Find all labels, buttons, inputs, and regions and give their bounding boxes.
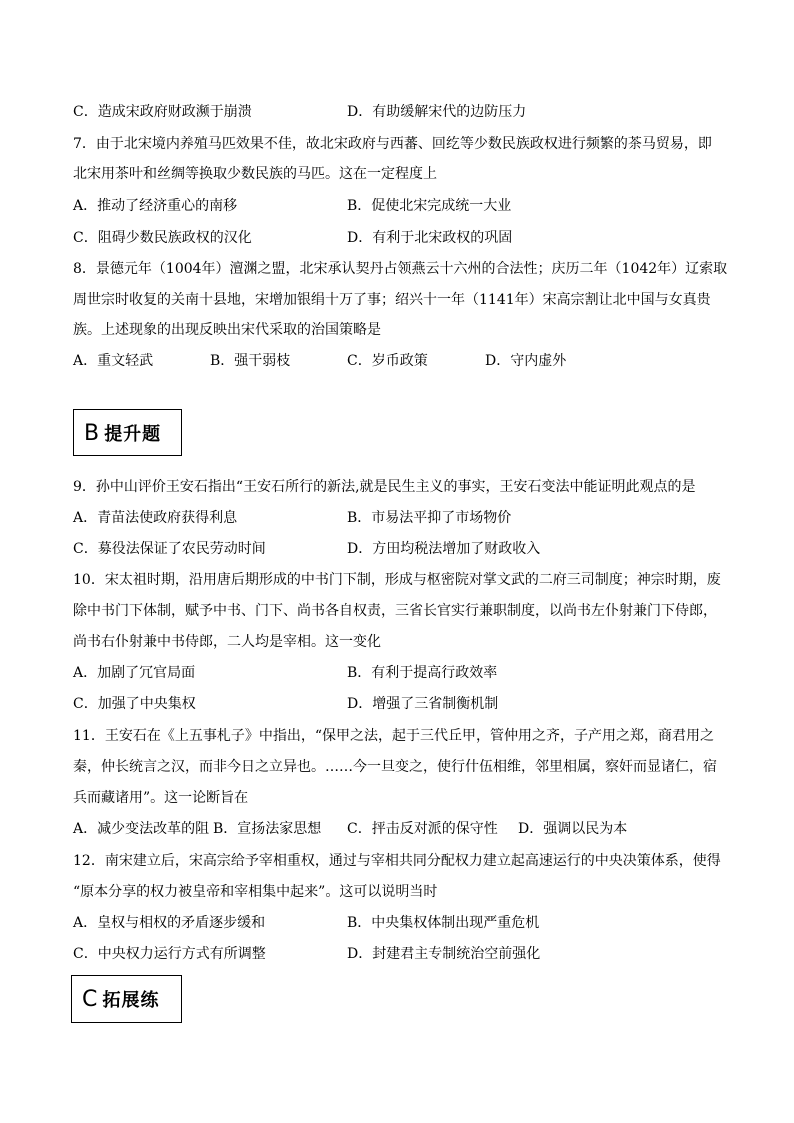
section-b-header (73, 409, 182, 456)
section-c-letter: C (82, 987, 98, 1012)
q12-option-a: A．皇权与相权的矛盾逐步缓和 (73, 915, 266, 931)
q9-option-c: C．募役法保证了农民劳动时间 (73, 541, 266, 557)
q10-option-a: A．加剧了冗官局面 (73, 665, 196, 681)
q8-option-d: D．守内虚外 (485, 353, 567, 369)
q8-stem-line-3: 族。上述现象的出现反映出宋代采取的治国策略是 (73, 322, 381, 338)
q10-option-b: B．有利于提高行政效率 (347, 665, 498, 681)
q8-option-a: A．重文轻武 (73, 353, 154, 369)
q7-stem-line-1: 7．由于北宋境内养殖马匹效果不佳，故北宋政府与西蕃、回纥等少数民族政权进行频繁的茶马贸易，即 (73, 136, 712, 152)
q10-option-c: C．加强了中央集权 (73, 696, 196, 712)
q12-option-c: C．中央权力运行方式有所调整 (73, 946, 266, 962)
section-c-title: 拓展练 (102, 990, 160, 1011)
q8-stem-line-2: 周世宗时收复的关南十县地，宋增加银绢十万了事；绍兴十一年（1141年）宋高宗割让北中国与女真贵 (73, 292, 711, 308)
section-b-title: 提升题 (104, 423, 162, 445)
q8-option-b: B．强干弱枝 (210, 353, 291, 369)
q7-option-b: B．促使北宋完成统一大业 (347, 198, 512, 214)
q9-option-d: D．方田均税法增加了财政收入 (347, 541, 541, 557)
q7-option-a: A．推动了经济重心的南移 (73, 198, 238, 214)
q12-stem-line-2: “原本分享的权力被皇帝和宰相集中起来”。这可以说明当时 (73, 884, 438, 900)
q8-stem-line-1: 8．景德元年（1004年）澶渊之盟，北宋承认契丹占领燕云十六州的合法性；庆历二年（1042年）辽索取 (73, 261, 728, 277)
q10-option-d: D．增强了三省制衡机制 (347, 696, 499, 712)
section-c-header (71, 975, 182, 1023)
q11-stem-line-2: 秦，仲长统言之汉，而非今日之立异也。……今一旦变之，使行什伍相维，邻里相属，察奸而显诸仁，宿 (73, 759, 717, 775)
q11-option-c: C．抨击反对派的保守性 (347, 821, 498, 837)
q8-option-c: C．岁币政策 (347, 353, 428, 369)
q11-option-a: A．减少变法改革的阻 (73, 821, 210, 837)
q10-stem-line-2: 除中书门下体制，赋予中书、门下、尚书各自权责，三省长官实行兼职制度，以尚书左仆射兼门下侍郎， (73, 603, 717, 619)
q9-option-a: A．青苗法使政府获得利息 (73, 510, 238, 526)
q10-stem-line-3: 尚书右仆射兼中书侍郎，二人均是宰相。这一变化 (73, 634, 381, 650)
q7-option-d: D．有利于北宋政权的巩固 (347, 230, 513, 246)
q7-stem-line-2: 北宋用茶叶和丝绸等换取少数民族的马匹。这在一定程度上 (73, 166, 437, 182)
q12-option-d: D．封建君主专制统治空前强化 (347, 946, 541, 962)
q12-stem-line-1: 12．南宋建立后，宋高宗给予宰相重权，通过与宰相共同分配权力建立起高速运行的中央决策体系，使得 (73, 853, 721, 869)
q7-option-c: C．阻碍少数民族政权的汉化 (73, 230, 252, 246)
q11-stem-line-1: 11．王安石在《上五事札子》中指出，“保甲之法，起于三代丘甲，管仲用之齐，子产用之郑，商君用之 (73, 728, 714, 744)
q9-option-b: B．市易法平抑了市场物价 (347, 510, 512, 526)
q12-option-b: B．中央集权体制出现严重危机 (347, 915, 540, 931)
q11-option-b: B．宣扬法家思想 (213, 821, 322, 837)
q6-option-d: D．有助缓解宋代的边防压力 (347, 104, 527, 120)
q11-stem-line-3: 兵而藏诸用”。这一论断旨在 (73, 790, 249, 806)
q11-option-d: D．强调以民为本 (518, 821, 628, 837)
section-b-letter: B (84, 420, 100, 446)
q6-option-c: C．造成宋政府财政濒于崩溃 (73, 104, 252, 120)
q9-stem-line-1: 9．孙中山评价王安石指出“王安石所行的新法,就是民生主义的事实，王安石变法中能证明此观点的是 (73, 479, 696, 495)
q10-stem-line-1: 10．宋太祖时期，沿用唐后期形成的中书门下制，形成与枢密院对掌文武的二府三司制度；神宗时期，废 (73, 572, 721, 588)
